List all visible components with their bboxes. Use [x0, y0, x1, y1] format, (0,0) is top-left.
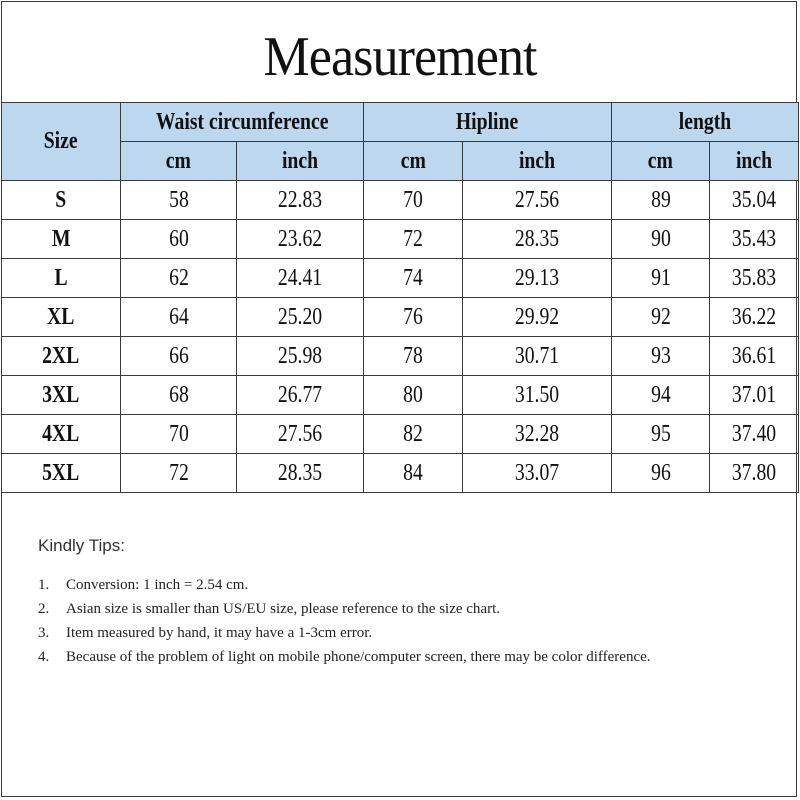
- table-cell: 36.22: [710, 298, 799, 337]
- tip-item: [38, 573, 778, 597]
- table-row: [2, 220, 799, 259]
- table-cell: 64: [121, 298, 237, 337]
- tip-item: [38, 621, 778, 645]
- table-cell: 58: [121, 181, 237, 220]
- table-cell: 35.04: [710, 181, 799, 220]
- tip-text: Because of the problem of light on mobile phone/computer screen, there may be color difference.: [66, 649, 651, 665]
- table-cell: 25.20: [237, 298, 364, 337]
- table-cell: 23.62: [237, 220, 364, 259]
- table-cell: 80: [364, 376, 463, 415]
- tip-number: 2.: [38, 601, 50, 617]
- table-cell: 93: [612, 337, 710, 376]
- table-row: [2, 181, 799, 220]
- table-cell: 37.01: [710, 376, 799, 415]
- group-header-hipline: Hipline: [364, 103, 612, 142]
- tip-item: [38, 597, 778, 621]
- tip-number: 1.: [38, 577, 50, 593]
- unit-header: cm: [121, 142, 237, 181]
- table-cell: 26.77: [237, 376, 364, 415]
- table-cell: 32.28: [463, 415, 612, 454]
- table-body: [2, 181, 799, 493]
- page-title: Measurement: [263, 26, 537, 88]
- unit-header: inch: [463, 142, 612, 181]
- size-label: XL: [2, 298, 121, 337]
- table-cell: 37.80: [710, 454, 799, 493]
- size-header: Size: [2, 103, 121, 181]
- table-cell: 22.83: [237, 181, 364, 220]
- tip-number: 4.: [38, 649, 50, 665]
- unit-header: cm: [364, 142, 463, 181]
- table-cell: 35.83: [710, 259, 799, 298]
- table-cell: 70: [364, 181, 463, 220]
- table-cell: 35.43: [710, 220, 799, 259]
- table-row: [2, 259, 799, 298]
- header-row-units: [2, 142, 799, 181]
- tip-number: 3.: [38, 625, 50, 641]
- table-row: [2, 376, 799, 415]
- size-chart-table: [1, 102, 799, 493]
- table-cell: 29.92: [463, 298, 612, 337]
- table-cell: 31.50: [463, 376, 612, 415]
- unit-header: inch: [710, 142, 799, 181]
- size-label: 2XL: [2, 337, 121, 376]
- table-cell: 30.71: [463, 337, 612, 376]
- size-label: L: [2, 259, 121, 298]
- table-cell: 27.56: [463, 181, 612, 220]
- size-label: 3XL: [2, 376, 121, 415]
- table-row: [2, 298, 799, 337]
- table-cell: 28.35: [463, 220, 612, 259]
- group-header-waist: Waist circumference: [121, 103, 364, 142]
- table-cell: 37.40: [710, 415, 799, 454]
- unit-header: inch: [237, 142, 364, 181]
- table-cell: 33.07: [463, 454, 612, 493]
- table-cell: 92: [612, 298, 710, 337]
- kindly-tips: [38, 536, 778, 669]
- tip-text: Conversion: 1 inch = 2.54 cm.: [66, 577, 249, 593]
- table-row: [2, 337, 799, 376]
- table-cell: 36.61: [710, 337, 799, 376]
- size-label: S: [2, 181, 121, 220]
- table-cell: 76: [364, 298, 463, 337]
- table-cell: 82: [364, 415, 463, 454]
- table-cell: 95: [612, 415, 710, 454]
- group-header-length: length: [612, 103, 799, 142]
- table-cell: 27.56: [237, 415, 364, 454]
- table-cell: 89: [612, 181, 710, 220]
- table-cell: 94: [612, 376, 710, 415]
- table-cell: 28.35: [237, 454, 364, 493]
- size-label: 4XL: [2, 415, 121, 454]
- table-cell: 29.13: [463, 259, 612, 298]
- size-label: M: [2, 220, 121, 259]
- table-cell: 62: [121, 259, 237, 298]
- table-row: [2, 454, 799, 493]
- table-cell: 84: [364, 454, 463, 493]
- tip-text: Item measured by hand, it may have a 1-3cm error.: [66, 625, 373, 641]
- tip-text: Asian size is smaller than US/EU size, please reference to the size chart.: [66, 601, 500, 617]
- table-cell: 66: [121, 337, 237, 376]
- table-cell: 74: [364, 259, 463, 298]
- table-cell: 70: [121, 415, 237, 454]
- table-cell: 90: [612, 220, 710, 259]
- table-cell: 96: [612, 454, 710, 493]
- table-cell: 72: [364, 220, 463, 259]
- header-row-groups: [2, 103, 799, 142]
- table-cell: 68: [121, 376, 237, 415]
- table-cell: 24.41: [237, 259, 364, 298]
- size-label: 5XL: [2, 454, 121, 493]
- table-cell: 25.98: [237, 337, 364, 376]
- unit-header: cm: [612, 142, 710, 181]
- table-cell: 72: [121, 454, 237, 493]
- tip-item: [38, 645, 778, 669]
- table-cell: 78: [364, 337, 463, 376]
- table-cell: 91: [612, 259, 710, 298]
- tips-title: Kindly Tips:: [38, 536, 125, 555]
- table-cell: 60: [121, 220, 237, 259]
- table-row: [2, 415, 799, 454]
